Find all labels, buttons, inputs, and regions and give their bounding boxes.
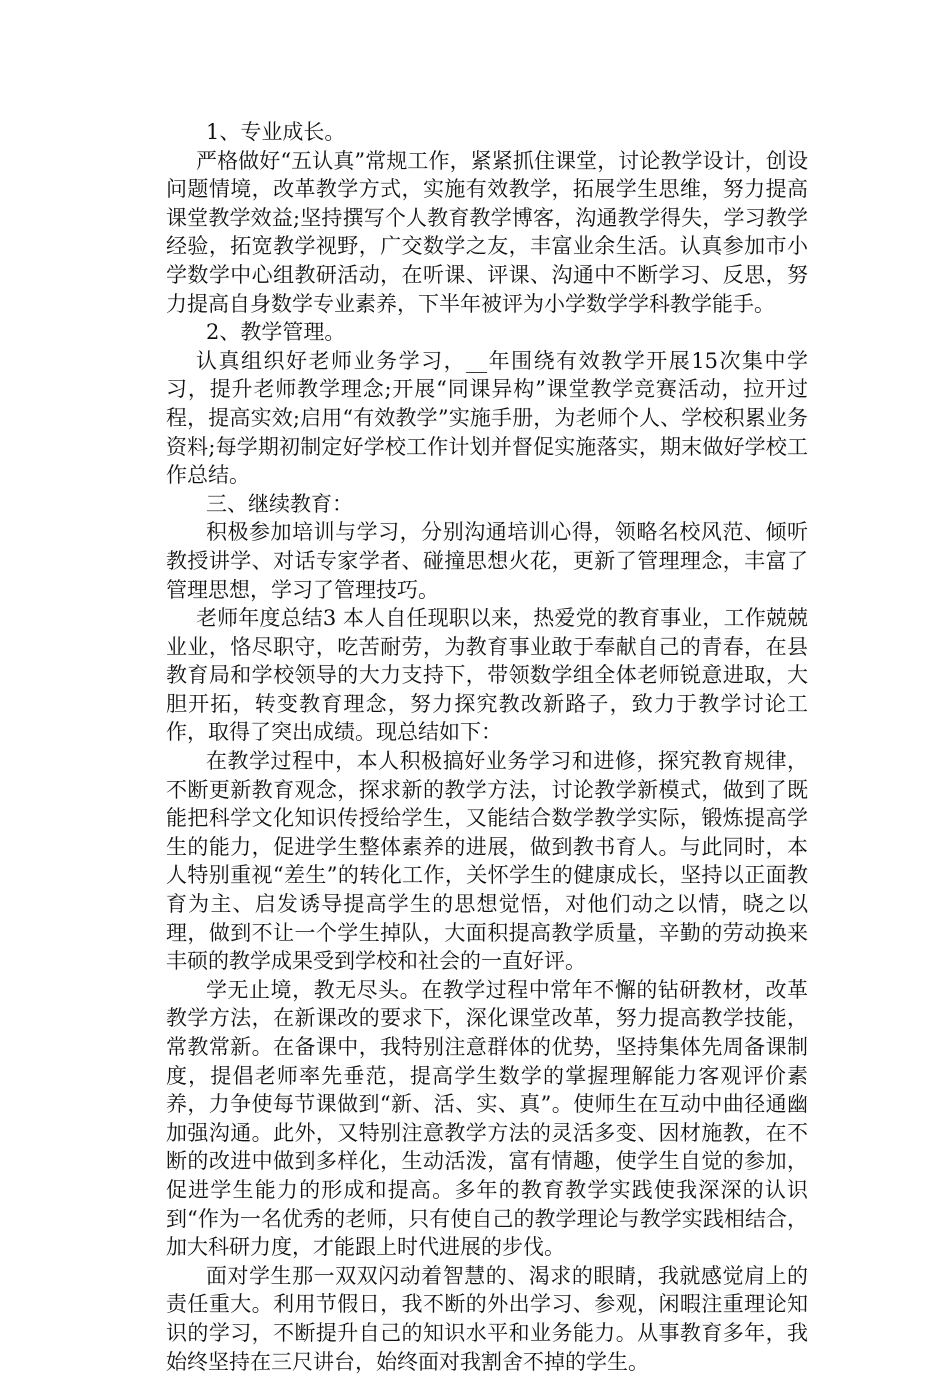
document-body xyxy=(166,118,808,1376)
paragraph-annual-summary-intro: 老师年度总结3 本人自任现职以来，热爱党的教育事业，工作兢兢业业，恪尽职守，吃苦耐劳，为教育事业敢于奉献自己的青春，在县教育局和学校领导的大力支持下，带领数学组全体老师锐意进取，大胆开拓，转变教育理念，努力探究教改新路子，致力于教学讨论工作，取得了突出成绩。现总结如下： xyxy=(166,606,808,745)
section-heading-continuing-education: 三、继续教育： xyxy=(206,491,353,516)
paragraph-responsibility: 面对学生那一双双闪动着智慧的、渴求的眼睛，我就感觉肩上的责任重大。利用节假日，我不断的外出学习、参观，闲暇注重理论知识的学习，不断提升自己的知识水平和业务能力。从事教育多年，我始终坚持在三尺讲台，始终面对我割舍不掉的学生。 xyxy=(166,1263,808,1374)
section-heading-teaching-management: 2、教学管理。 xyxy=(206,320,346,345)
paragraph-continuing-education: 积极参加培训与学习，分别沟通培训心得，领略名校风范、倾听教授讲学、对话专家学者、碰撞思想火花，更新了管理理念，丰富了管理思想，学习了管理技巧。 xyxy=(166,520,808,602)
paragraph-professional-growth: 严格做好“五认真”常规工作，紧紧抓住课堂，讨论教学设计，创设问题情境，改革教学方式，实施有效教学，拓展学生思维，努力提高课堂教学效益;坚持撰写个人教育教学博客，沟通教学得失，学习教学经验，拓宽教学视野，广交数学之友，丰富业余生活。认真参加市小学数学中心组教研活动，在听课、评课、沟通中不断学习、反思，努力提高自身数学专业素养，下半年被评为小学数学学科教学能手。 xyxy=(166,148,808,316)
paragraph-teaching-process: 在教学过程中，本人积极搞好业务学习和进修，探究教育规律，不断更新教育观念，探求新的教学方法，讨论教学新模式，做到了既能把科学文化知识传授给学生，又能结合数学教学实际，锻炼提高学生的能力，促进学生整体素养的进展，做到教书育人。与此同时，本人特别重视“差生”的转化工作，关怀学生的健康成长，坚持以正面教育为主、启发诱导提高学生的思想觉悟，对他们动之以情，晓之以理，做到不让一个学生掉队，大面积提高教学质量，辛勤的劳动换来丰硕的教学成果受到学校和社会的一直好评。 xyxy=(166,749,808,974)
paragraph-endless-learning: 学无止境，教无尽头。在教学过程中常年不懈的钻研教材，改革教学方法，在新课改的要求下，深化课堂改革，努力提高教学技能，常教常新。在备课中，我特别注意群体的优势，坚持集体先周备课制度，提倡老师率先垂范，提高学生数学的掌握理解能力客观评价素养，力争使每节课做到“新、活、实、真”。使师生在互动中曲径通幽加强沟通。此外，又特别注意教学方法的灵活多变、因材施教，在不断的改进中做到多样化，生动活泼，富有情趣，使学生自觉的参加，促进学生能力的形成和提高。多年的教育教学实践使我深深的认识到“作为一名优秀的老师，只有使自己的教学理论与教学实践相结合，加大科研力度，才能跟上时代进展的步伐。 xyxy=(166,977,808,1260)
paragraph-teaching-management: 认真组织好老师业务学习，__年围绕有效教学开展15次集中学习，提升老师教学理念;开展“同课异构”课堂教学竞赛活动，拉开过程，提高实效;启用“有效教学”实施手册，为老师个人、学校积累业务资料;每学期初制定好学校工作计划并督促实施落实，期末做好学校工作总结。 xyxy=(166,348,808,488)
section-heading-professional-growth: 1、专业成长。 xyxy=(206,120,346,144)
